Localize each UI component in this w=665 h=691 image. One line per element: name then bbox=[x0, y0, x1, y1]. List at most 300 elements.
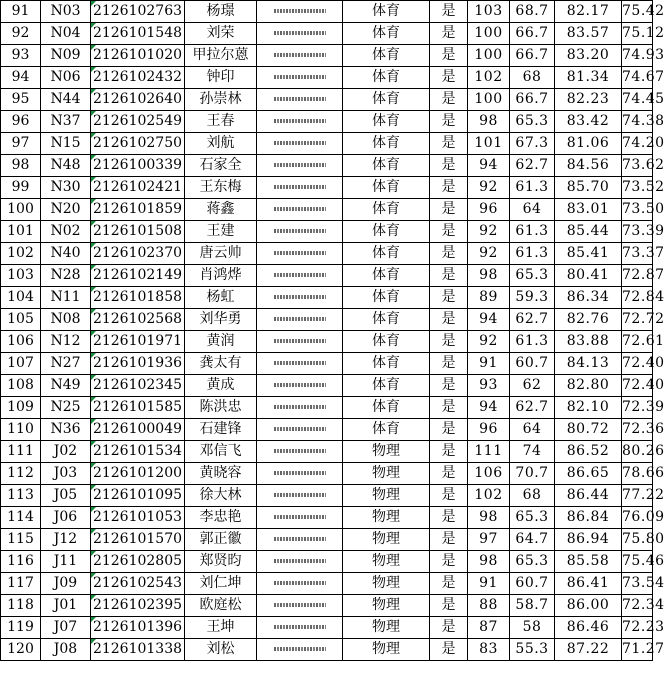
written-raw-score-cell: 94 bbox=[468, 309, 510, 331]
redacted-cell bbox=[257, 617, 343, 639]
total-score-cell: 75.80 bbox=[622, 529, 653, 551]
redacted-text bbox=[274, 471, 326, 475]
qualified-cell: 是 bbox=[430, 155, 468, 177]
table-body bbox=[1, 1, 665, 661]
written-raw-score-cell: 92 bbox=[468, 177, 510, 199]
written-raw-score-cell: 98 bbox=[468, 551, 510, 573]
qualified-cell: 是 bbox=[430, 199, 468, 221]
interview-score-cell: 85.58 bbox=[555, 551, 622, 573]
redacted-text bbox=[274, 383, 326, 387]
candidate-code-cell: J02 bbox=[41, 441, 91, 463]
redacted-cell bbox=[257, 1, 343, 23]
qualified-cell: 是 bbox=[430, 595, 468, 617]
table-row bbox=[1, 573, 653, 595]
total-score-cell: 72.61 bbox=[622, 331, 653, 353]
total-score-cell: 74.93 bbox=[622, 45, 653, 67]
exam-id-cell: 2126101534 bbox=[91, 441, 185, 463]
redacted-cell bbox=[257, 309, 343, 331]
table-row bbox=[1, 441, 653, 463]
written-raw-score-cell: 92 bbox=[468, 331, 510, 353]
written-score-cell: 65.3 bbox=[510, 507, 555, 529]
table-row bbox=[1, 309, 653, 331]
written-score-cell: 61.3 bbox=[510, 221, 555, 243]
exam-id-cell: 2126101508 bbox=[91, 221, 185, 243]
qualified-cell: 是 bbox=[430, 573, 468, 595]
written-score-cell: 65.3 bbox=[510, 265, 555, 287]
redacted-cell bbox=[257, 89, 343, 111]
subject-cell: 体育 bbox=[343, 111, 430, 133]
written-score-cell: 64.7 bbox=[510, 529, 555, 551]
written-score-cell: 61.3 bbox=[510, 243, 555, 265]
candidate-code-cell: N48 bbox=[41, 155, 91, 177]
redacted-text bbox=[274, 97, 326, 101]
redacted-text bbox=[274, 625, 326, 629]
candidate-code-cell: N11 bbox=[41, 287, 91, 309]
row-number-cell: 101 bbox=[1, 221, 41, 243]
redacted-cell bbox=[257, 353, 343, 375]
written-raw-score-cell: 89 bbox=[468, 287, 510, 309]
subject-cell: 体育 bbox=[343, 397, 430, 419]
written-score-cell: 66.7 bbox=[510, 89, 555, 111]
table-row bbox=[1, 45, 653, 67]
table-row bbox=[1, 551, 653, 573]
written-score-cell: 58 bbox=[510, 617, 555, 639]
written-raw-score-cell: 91 bbox=[468, 353, 510, 375]
interview-score-cell: 84.13 bbox=[555, 353, 622, 375]
table-row bbox=[1, 331, 653, 353]
interview-score-cell: 82.76 bbox=[555, 309, 622, 331]
candidate-code-cell: N02 bbox=[41, 221, 91, 243]
row-number-cell: 95 bbox=[1, 89, 41, 111]
qualified-cell: 是 bbox=[430, 617, 468, 639]
written-raw-score-cell: 98 bbox=[468, 265, 510, 287]
table-row bbox=[1, 89, 653, 111]
written-score-cell: 74 bbox=[510, 441, 555, 463]
exam-id-cell: 2126102640 bbox=[91, 89, 185, 111]
written-score-cell: 70.7 bbox=[510, 463, 555, 485]
redacted-text bbox=[274, 581, 326, 585]
exam-id-cell: 2126101936 bbox=[91, 353, 185, 375]
total-score-cell: 73.37 bbox=[622, 243, 653, 265]
name-cell: 徐大林 bbox=[185, 485, 257, 507]
written-score-cell: 62 bbox=[510, 375, 555, 397]
written-raw-score-cell: 98 bbox=[468, 111, 510, 133]
name-cell: 钟印 bbox=[185, 67, 257, 89]
qualified-cell: 是 bbox=[430, 463, 468, 485]
table-row bbox=[1, 463, 653, 485]
interview-score-cell: 87.22 bbox=[555, 639, 622, 661]
redacted-text bbox=[274, 9, 326, 13]
row-number-cell: 104 bbox=[1, 287, 41, 309]
candidate-code-cell: J03 bbox=[41, 463, 91, 485]
exam-id-cell: 2126101053 bbox=[91, 507, 185, 529]
subject-cell: 体育 bbox=[343, 89, 430, 111]
total-score-cell: 72.84 bbox=[622, 287, 653, 309]
redacted-text bbox=[274, 273, 326, 277]
candidate-code-cell: J12 bbox=[41, 529, 91, 551]
name-cell: 刘航 bbox=[185, 133, 257, 155]
candidate-code-cell: J05 bbox=[41, 485, 91, 507]
row-number-cell: 109 bbox=[1, 397, 41, 419]
total-score-cell: 72.72 bbox=[622, 309, 653, 331]
exam-id-cell: 2126102763 bbox=[91, 1, 185, 23]
written-score-cell: 66.7 bbox=[510, 23, 555, 45]
redacted-cell bbox=[257, 573, 343, 595]
interview-score-cell: 81.34 bbox=[555, 67, 622, 89]
table-row bbox=[1, 67, 653, 89]
table-row bbox=[1, 133, 653, 155]
row-number-cell: 118 bbox=[1, 595, 41, 617]
total-score-cell: 72.36 bbox=[622, 419, 653, 441]
redacted-cell bbox=[257, 595, 343, 617]
row-number-cell: 117 bbox=[1, 573, 41, 595]
table-row bbox=[1, 617, 653, 639]
redacted-cell bbox=[257, 199, 343, 221]
exam-id-cell: 2126100049 bbox=[91, 419, 185, 441]
interview-score-cell: 83.42 bbox=[555, 111, 622, 133]
name-cell: 杨虹 bbox=[185, 287, 257, 309]
row-number-cell: 96 bbox=[1, 111, 41, 133]
table-row bbox=[1, 529, 653, 551]
interview-score-cell: 86.44 bbox=[555, 485, 622, 507]
name-cell: 刘华勇 bbox=[185, 309, 257, 331]
table-row bbox=[1, 353, 653, 375]
name-cell: 肖鸿烨 bbox=[185, 265, 257, 287]
written-raw-score-cell: 83 bbox=[468, 639, 510, 661]
table-row bbox=[1, 265, 653, 287]
name-cell: 刘荣 bbox=[185, 23, 257, 45]
qualified-cell: 是 bbox=[430, 441, 468, 463]
written-raw-score-cell: 102 bbox=[468, 485, 510, 507]
row-number-cell: 94 bbox=[1, 67, 41, 89]
interview-score-cell: 84.56 bbox=[555, 155, 622, 177]
name-cell: 唐云帅 bbox=[185, 243, 257, 265]
row-number-cell: 93 bbox=[1, 45, 41, 67]
written-raw-score-cell: 96 bbox=[468, 419, 510, 441]
row-number-cell: 92 bbox=[1, 23, 41, 45]
exam-id-cell: 2126102568 bbox=[91, 309, 185, 331]
row-number-cell: 119 bbox=[1, 617, 41, 639]
exam-id-cell: 2126101095 bbox=[91, 485, 185, 507]
name-cell: 邓信飞 bbox=[185, 441, 257, 463]
candidate-code-cell: N20 bbox=[41, 199, 91, 221]
written-score-cell: 62.7 bbox=[510, 309, 555, 331]
written-score-cell: 68 bbox=[510, 67, 555, 89]
exam-id-cell: 2126102543 bbox=[91, 573, 185, 595]
qualified-cell: 是 bbox=[430, 23, 468, 45]
redacted-cell bbox=[257, 485, 343, 507]
written-raw-score-cell: 98 bbox=[468, 507, 510, 529]
written-score-cell: 68 bbox=[510, 485, 555, 507]
redacted-cell bbox=[257, 155, 343, 177]
table-row bbox=[1, 507, 653, 529]
qualified-cell: 是 bbox=[430, 353, 468, 375]
exam-id-cell: 2126101020 bbox=[91, 45, 185, 67]
redacted-text bbox=[274, 449, 326, 453]
interview-score-cell: 83.01 bbox=[555, 199, 622, 221]
redacted-cell bbox=[257, 177, 343, 199]
candidate-code-cell: J01 bbox=[41, 595, 91, 617]
written-raw-score-cell: 106 bbox=[468, 463, 510, 485]
written-raw-score-cell: 93 bbox=[468, 375, 510, 397]
subject-cell: 物理 bbox=[343, 507, 430, 529]
interview-score-cell: 83.88 bbox=[555, 331, 622, 353]
redacted-text bbox=[274, 295, 326, 299]
row-number-cell: 110 bbox=[1, 419, 41, 441]
table-row bbox=[1, 177, 653, 199]
redacted-text bbox=[274, 317, 326, 321]
table-row bbox=[1, 595, 653, 617]
written-score-cell: 64 bbox=[510, 419, 555, 441]
redacted-cell bbox=[257, 45, 343, 67]
candidate-code-cell: J11 bbox=[41, 551, 91, 573]
row-number-cell: 91 bbox=[1, 1, 41, 23]
name-cell: 刘松 bbox=[185, 639, 257, 661]
redacted-text bbox=[274, 603, 326, 607]
name-cell: 孙崇林 bbox=[185, 89, 257, 111]
qualified-cell: 是 bbox=[430, 133, 468, 155]
total-score-cell: 75.46 bbox=[622, 551, 653, 573]
table-row bbox=[1, 199, 653, 221]
candidate-code-cell: N44 bbox=[41, 89, 91, 111]
total-score-cell: 72.40 bbox=[622, 353, 653, 375]
written-raw-score-cell: 111 bbox=[468, 441, 510, 463]
row-number-cell: 97 bbox=[1, 133, 41, 155]
qualified-cell: 是 bbox=[430, 331, 468, 353]
name-cell: 蒋鑫 bbox=[185, 199, 257, 221]
exam-id-cell: 2126102395 bbox=[91, 595, 185, 617]
redacted-text bbox=[274, 31, 326, 35]
exam-id-cell: 2126101971 bbox=[91, 331, 185, 353]
subject-cell: 体育 bbox=[343, 331, 430, 353]
table-row bbox=[1, 155, 653, 177]
candidate-code-cell: N27 bbox=[41, 353, 91, 375]
redacted-text bbox=[274, 493, 326, 497]
redacted-cell bbox=[257, 529, 343, 551]
candidate-code-cell: N08 bbox=[41, 309, 91, 331]
subject-cell: 体育 bbox=[343, 265, 430, 287]
candidate-code-cell: N25 bbox=[41, 397, 91, 419]
interview-score-cell: 81.06 bbox=[555, 133, 622, 155]
interview-score-cell: 83.57 bbox=[555, 23, 622, 45]
qualified-cell: 是 bbox=[430, 221, 468, 243]
qualified-cell: 是 bbox=[430, 265, 468, 287]
name-cell: 陈洪忠 bbox=[185, 397, 257, 419]
exam-id-cell: 2126101338 bbox=[91, 639, 185, 661]
exam-id-cell: 2126100339 bbox=[91, 155, 185, 177]
table-row bbox=[1, 485, 653, 507]
qualified-cell: 是 bbox=[430, 111, 468, 133]
qualified-cell: 是 bbox=[430, 309, 468, 331]
subject-cell: 物理 bbox=[343, 639, 430, 661]
redacted-cell bbox=[257, 67, 343, 89]
total-score-cell: 72.87 bbox=[622, 265, 653, 287]
name-cell: 黄润 bbox=[185, 331, 257, 353]
redacted-text bbox=[274, 119, 326, 123]
name-cell: 王东梅 bbox=[185, 177, 257, 199]
total-score-cell: 74.38 bbox=[622, 111, 653, 133]
total-score-cell: 72.23 bbox=[622, 617, 653, 639]
subject-cell: 体育 bbox=[343, 221, 430, 243]
qualified-cell: 是 bbox=[430, 67, 468, 89]
total-score-cell: 76.09 bbox=[622, 507, 653, 529]
candidate-code-cell: N37 bbox=[41, 111, 91, 133]
subject-cell: 物理 bbox=[343, 595, 430, 617]
redacted-text bbox=[274, 53, 326, 57]
subject-cell: 体育 bbox=[343, 67, 430, 89]
interview-score-cell: 80.72 bbox=[555, 419, 622, 441]
written-raw-score-cell: 91 bbox=[468, 573, 510, 595]
subject-cell: 物理 bbox=[343, 529, 430, 551]
redacted-cell bbox=[257, 375, 343, 397]
candidate-code-cell: J07 bbox=[41, 617, 91, 639]
total-score-cell: 78.66 bbox=[622, 463, 653, 485]
name-cell: 王春 bbox=[185, 111, 257, 133]
written-score-cell: 62.7 bbox=[510, 397, 555, 419]
candidate-code-cell: N03 bbox=[41, 1, 91, 23]
total-score-cell: 73.62 bbox=[622, 155, 653, 177]
written-score-cell: 66.7 bbox=[510, 45, 555, 67]
exam-id-cell: 2126102805 bbox=[91, 551, 185, 573]
written-raw-score-cell: 101 bbox=[468, 133, 510, 155]
total-score-cell: 72.39 bbox=[622, 397, 653, 419]
row-number-cell: 103 bbox=[1, 265, 41, 287]
redacted-text bbox=[274, 75, 326, 79]
subject-cell: 体育 bbox=[343, 287, 430, 309]
name-cell: 刘仁坤 bbox=[185, 573, 257, 595]
candidate-code-cell: N30 bbox=[41, 177, 91, 199]
total-score-cell: 72.34 bbox=[622, 595, 653, 617]
candidate-code-cell: N49 bbox=[41, 375, 91, 397]
written-raw-score-cell: 102 bbox=[468, 67, 510, 89]
subject-cell: 物理 bbox=[343, 463, 430, 485]
exam-id-cell: 2126102345 bbox=[91, 375, 185, 397]
exam-id-cell: 2126102750 bbox=[91, 133, 185, 155]
exam-id-cell: 2126101570 bbox=[91, 529, 185, 551]
qualified-cell: 是 bbox=[430, 45, 468, 67]
table-row bbox=[1, 419, 653, 441]
interview-score-cell: 85.70 bbox=[555, 177, 622, 199]
total-score-cell: 80.26 bbox=[622, 441, 653, 463]
written-raw-score-cell: 96 bbox=[468, 199, 510, 221]
row-number-cell: 114 bbox=[1, 507, 41, 529]
candidate-code-cell: N06 bbox=[41, 67, 91, 89]
qualified-cell: 是 bbox=[430, 551, 468, 573]
subject-cell: 体育 bbox=[343, 177, 430, 199]
exam-id-cell: 2126102370 bbox=[91, 243, 185, 265]
exam-id-cell: 2126101396 bbox=[91, 617, 185, 639]
qualified-cell: 是 bbox=[430, 397, 468, 419]
redacted-text bbox=[274, 405, 326, 409]
subject-cell: 物理 bbox=[343, 485, 430, 507]
written-raw-score-cell: 97 bbox=[468, 529, 510, 551]
redacted-cell bbox=[257, 23, 343, 45]
written-score-cell: 64 bbox=[510, 199, 555, 221]
written-raw-score-cell: 103 bbox=[468, 1, 510, 23]
interview-score-cell: 86.34 bbox=[555, 287, 622, 309]
row-number-cell: 108 bbox=[1, 375, 41, 397]
row-number-cell: 112 bbox=[1, 463, 41, 485]
row-number-cell: 116 bbox=[1, 551, 41, 573]
subject-cell: 体育 bbox=[343, 309, 430, 331]
candidate-code-cell: J09 bbox=[41, 573, 91, 595]
candidate-code-cell: N40 bbox=[41, 243, 91, 265]
candidate-code-cell: N04 bbox=[41, 23, 91, 45]
row-number-cell: 113 bbox=[1, 485, 41, 507]
name-cell: 王坤 bbox=[185, 617, 257, 639]
candidate-code-cell: N28 bbox=[41, 265, 91, 287]
redacted-text bbox=[274, 251, 326, 255]
written-raw-score-cell: 100 bbox=[468, 45, 510, 67]
name-cell: 黄晓容 bbox=[185, 463, 257, 485]
written-raw-score-cell: 88 bbox=[468, 595, 510, 617]
redacted-cell bbox=[257, 463, 343, 485]
total-score-cell: 75.42 bbox=[622, 1, 653, 23]
total-score-cell: 77.22 bbox=[622, 485, 653, 507]
row-number-cell: 105 bbox=[1, 309, 41, 331]
subject-cell: 体育 bbox=[343, 353, 430, 375]
redacted-cell bbox=[257, 221, 343, 243]
interview-score-cell: 85.44 bbox=[555, 221, 622, 243]
subject-cell: 体育 bbox=[343, 133, 430, 155]
redacted-text bbox=[274, 515, 326, 519]
interview-score-cell: 82.80 bbox=[555, 375, 622, 397]
redacted-text bbox=[274, 229, 326, 233]
interview-score-cell: 82.10 bbox=[555, 397, 622, 419]
row-number-cell: 115 bbox=[1, 529, 41, 551]
redacted-cell bbox=[257, 551, 343, 573]
candidate-code-cell: J08 bbox=[41, 639, 91, 661]
total-score-cell: 71.27 bbox=[622, 639, 653, 661]
subject-cell: 体育 bbox=[343, 1, 430, 23]
redacted-text bbox=[274, 339, 326, 343]
row-number-cell: 98 bbox=[1, 155, 41, 177]
total-score-cell: 73.39 bbox=[622, 221, 653, 243]
interview-score-cell: 86.41 bbox=[555, 573, 622, 595]
written-score-cell: 68.7 bbox=[510, 1, 555, 23]
interview-score-cell: 86.00 bbox=[555, 595, 622, 617]
redacted-cell bbox=[257, 133, 343, 155]
subject-cell: 体育 bbox=[343, 243, 430, 265]
redacted-cell bbox=[257, 243, 343, 265]
subject-cell: 物理 bbox=[343, 573, 430, 595]
subject-cell: 物理 bbox=[343, 551, 430, 573]
table-row bbox=[1, 397, 653, 419]
candidate-code-cell: N15 bbox=[41, 133, 91, 155]
redacted-cell bbox=[257, 441, 343, 463]
name-cell: 王建 bbox=[185, 221, 257, 243]
subject-cell: 体育 bbox=[343, 45, 430, 67]
table-row bbox=[1, 221, 653, 243]
table-row bbox=[1, 23, 653, 45]
table-row bbox=[1, 243, 653, 265]
written-score-cell: 61.3 bbox=[510, 331, 555, 353]
redacted-text bbox=[274, 537, 326, 541]
row-number-cell: 120 bbox=[1, 639, 41, 661]
subject-cell: 物理 bbox=[343, 617, 430, 639]
interview-score-cell: 80.41 bbox=[555, 265, 622, 287]
written-score-cell: 58.7 bbox=[510, 595, 555, 617]
written-score-cell: 60.7 bbox=[510, 353, 555, 375]
redacted-text bbox=[274, 207, 326, 211]
redacted-text bbox=[274, 163, 326, 167]
row-number-cell: 99 bbox=[1, 177, 41, 199]
total-score-cell: 75.12 bbox=[622, 23, 653, 45]
redacted-cell bbox=[257, 507, 343, 529]
subject-cell: 体育 bbox=[343, 23, 430, 45]
row-number-cell: 102 bbox=[1, 243, 41, 265]
interview-score-cell: 86.65 bbox=[555, 463, 622, 485]
